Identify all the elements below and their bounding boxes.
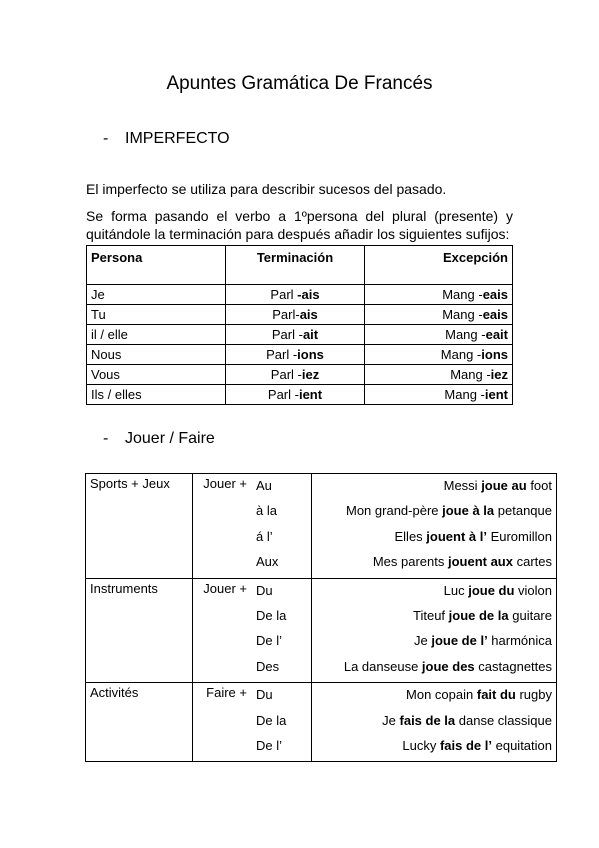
example-sentence [316,685,552,710]
example-verb-phrase: jouent aux [447,554,513,570]
excepcion-cell [365,305,513,325]
example-verb-phrase: fais de l’ [439,737,492,753]
excepcion-ending: eais [482,306,508,322]
example-subject: Mes parents [372,554,448,570]
terminacion-cell [226,385,365,405]
preposition: De la [256,712,287,728]
column-header-terminacion: Terminación [226,246,365,285]
terminacion-stem: Parl - [267,386,299,402]
bullet-dash: - [103,130,109,147]
example-sentence [316,657,552,682]
table-row [86,683,557,762]
excepcion-ending: eait [485,326,508,342]
jouer-faire-table [85,473,557,762]
terminacion-cell [226,325,365,345]
terminacion-ending: ions [297,346,324,362]
example-subject: Mon copain [406,687,477,703]
page-title: Apuntes Gramática De Francés [166,73,433,94]
example-verb-phrase: joue des [421,658,475,674]
preposition-cell [252,683,312,762]
example-object: castagnettes [474,658,552,674]
table-row [87,305,513,325]
persona-cell: Vous [87,365,226,385]
table-row [87,325,513,345]
table-row [87,385,513,405]
intro-paragraph-1: El imperfecto se utiliza para describir sucesos del pasado. [86,181,447,197]
terminacion-ending: ait [302,326,319,342]
verb-cell: Jouer + [193,578,253,683]
column-header-excepcion: Excepción [365,246,513,285]
table-row [86,578,557,683]
example-subject: Luc [443,582,469,598]
example-cell [312,578,557,683]
example-sentence [316,527,552,552]
example-verb-phrase: joue du [468,582,515,598]
section-heading-text: IMPERFECTO [125,130,230,147]
excepcion-stem: Mang - [450,366,491,382]
example-subject: Lucky [402,737,440,753]
persona-cell: il / elle [87,325,226,345]
terminacion-ending: iez [301,366,320,382]
preposition: Au [256,478,272,493]
example-subject: Je [414,633,432,649]
persona-cell: Nous [87,345,226,365]
example-subject: La danseuse [343,658,422,674]
terminacion-cell [226,365,365,385]
terminacion-cell [226,305,365,325]
preposition-cell [252,578,312,683]
category-cell: Activités [86,683,193,762]
example-sentence [316,606,552,631]
preposition: á l’ [256,528,273,544]
example-sentence [316,631,552,656]
preposition: De l’ [256,633,283,649]
table-row [87,365,513,385]
excepcion-cell [365,285,513,305]
section-heading-jouer-faire [103,430,215,448]
example-verb-phrase: jouent à l’ [426,528,487,544]
example-object: petanque [494,503,552,519]
terminacion-cell [226,345,365,365]
persona-cell: Ils / elles [87,385,226,405]
table-row [86,474,557,579]
persona-cell: Tu [87,305,226,325]
terminacion-stem: Parl [270,286,298,302]
example-verb-phrase: joue au [481,478,527,493]
example-sentence [316,581,552,606]
terminacion-ending: -ais [297,286,320,302]
example-object: foot [526,478,552,493]
terminacion-stem: Parl - [271,326,303,342]
excepcion-cell [365,385,513,405]
terminacion-cell [226,285,365,305]
example-object: equitation [492,737,552,753]
section-heading-text: Jouer / Faire [125,430,215,447]
example-verb-phrase: joue de la [448,607,509,623]
preposition-cell [252,474,312,579]
excepcion-cell [365,325,513,345]
example-verb-phrase: fait du [476,687,516,703]
example-sentence [316,501,552,526]
example-subject: Mon grand-père [346,503,443,519]
intro-paragraph-2: Se forma pasando el verbo a 1ºpersona del plural (presente) y quitándole la terminación para después añadir los siguientes sufijos: [86,208,513,242]
example-subject: Titeuf [413,607,449,623]
section-heading-imperfecto [103,130,230,148]
terminacion-ending: ais [299,306,318,322]
excepcion-stem: Mang - [442,286,483,302]
preposition: De la [256,607,287,623]
imperfect-suffix-table [86,245,513,405]
example-subject: Je [382,712,400,728]
terminacion-stem: Parl - [266,346,298,362]
verb-cell: Jouer + [193,474,253,579]
excepcion-ending: eais [482,286,508,302]
example-object: danse classique [455,712,552,728]
example-object: rugby [515,687,552,703]
example-verb-phrase: joue de l’ [431,633,488,649]
excepcion-cell [365,365,513,385]
example-sentence [316,736,552,761]
preposition: De l’ [256,737,283,753]
table-header-row [87,246,513,285]
excepcion-stem: Mang - [440,346,482,362]
example-subject: Elles [394,528,427,544]
example-subject: Messi [443,478,482,493]
category-cell: Instruments [86,578,193,683]
excepcion-cell [365,345,513,365]
example-cell [312,474,557,579]
preposition: à la [256,503,277,519]
terminacion-ending: ient [298,386,323,402]
category-cell: Sports + Jeux [86,474,193,579]
example-object: Euromillon [486,528,552,544]
excepcion-stem: Mang - [444,386,485,402]
bullet-dash: - [103,430,109,447]
terminacion-stem: Parl - [270,366,302,382]
terminacion-stem: Parl- [272,306,300,322]
example-sentence [316,552,552,577]
excepcion-ending: ient [484,386,508,402]
column-header-persona: Persona [87,246,226,285]
example-sentence [316,711,552,736]
suffix-table-body [87,285,513,405]
preposition: Du [256,582,273,598]
jouer-faire-table-body [86,474,557,762]
excepcion-stem: Mang - [442,306,483,322]
preposition: Du [256,687,273,703]
persona-cell: Je [87,285,226,305]
excepcion-stem: Mang - [445,326,486,342]
example-object: harmónica [487,633,552,649]
excepcion-ending: iez [490,366,508,382]
table-row [87,285,513,305]
example-object: violon [514,582,552,598]
example-verb-phrase: joue à la [442,503,495,519]
excepcion-ending: ions [481,346,508,362]
example-sentence [316,476,552,501]
example-object: guitare [508,607,552,623]
preposition: Aux [256,554,279,570]
example-cell [312,683,557,762]
table-row [87,345,513,365]
example-object: cartes [512,554,552,570]
preposition: Des [256,658,280,674]
example-verb-phrase: fais de la [399,712,456,728]
verb-cell: Faire + [193,683,253,762]
